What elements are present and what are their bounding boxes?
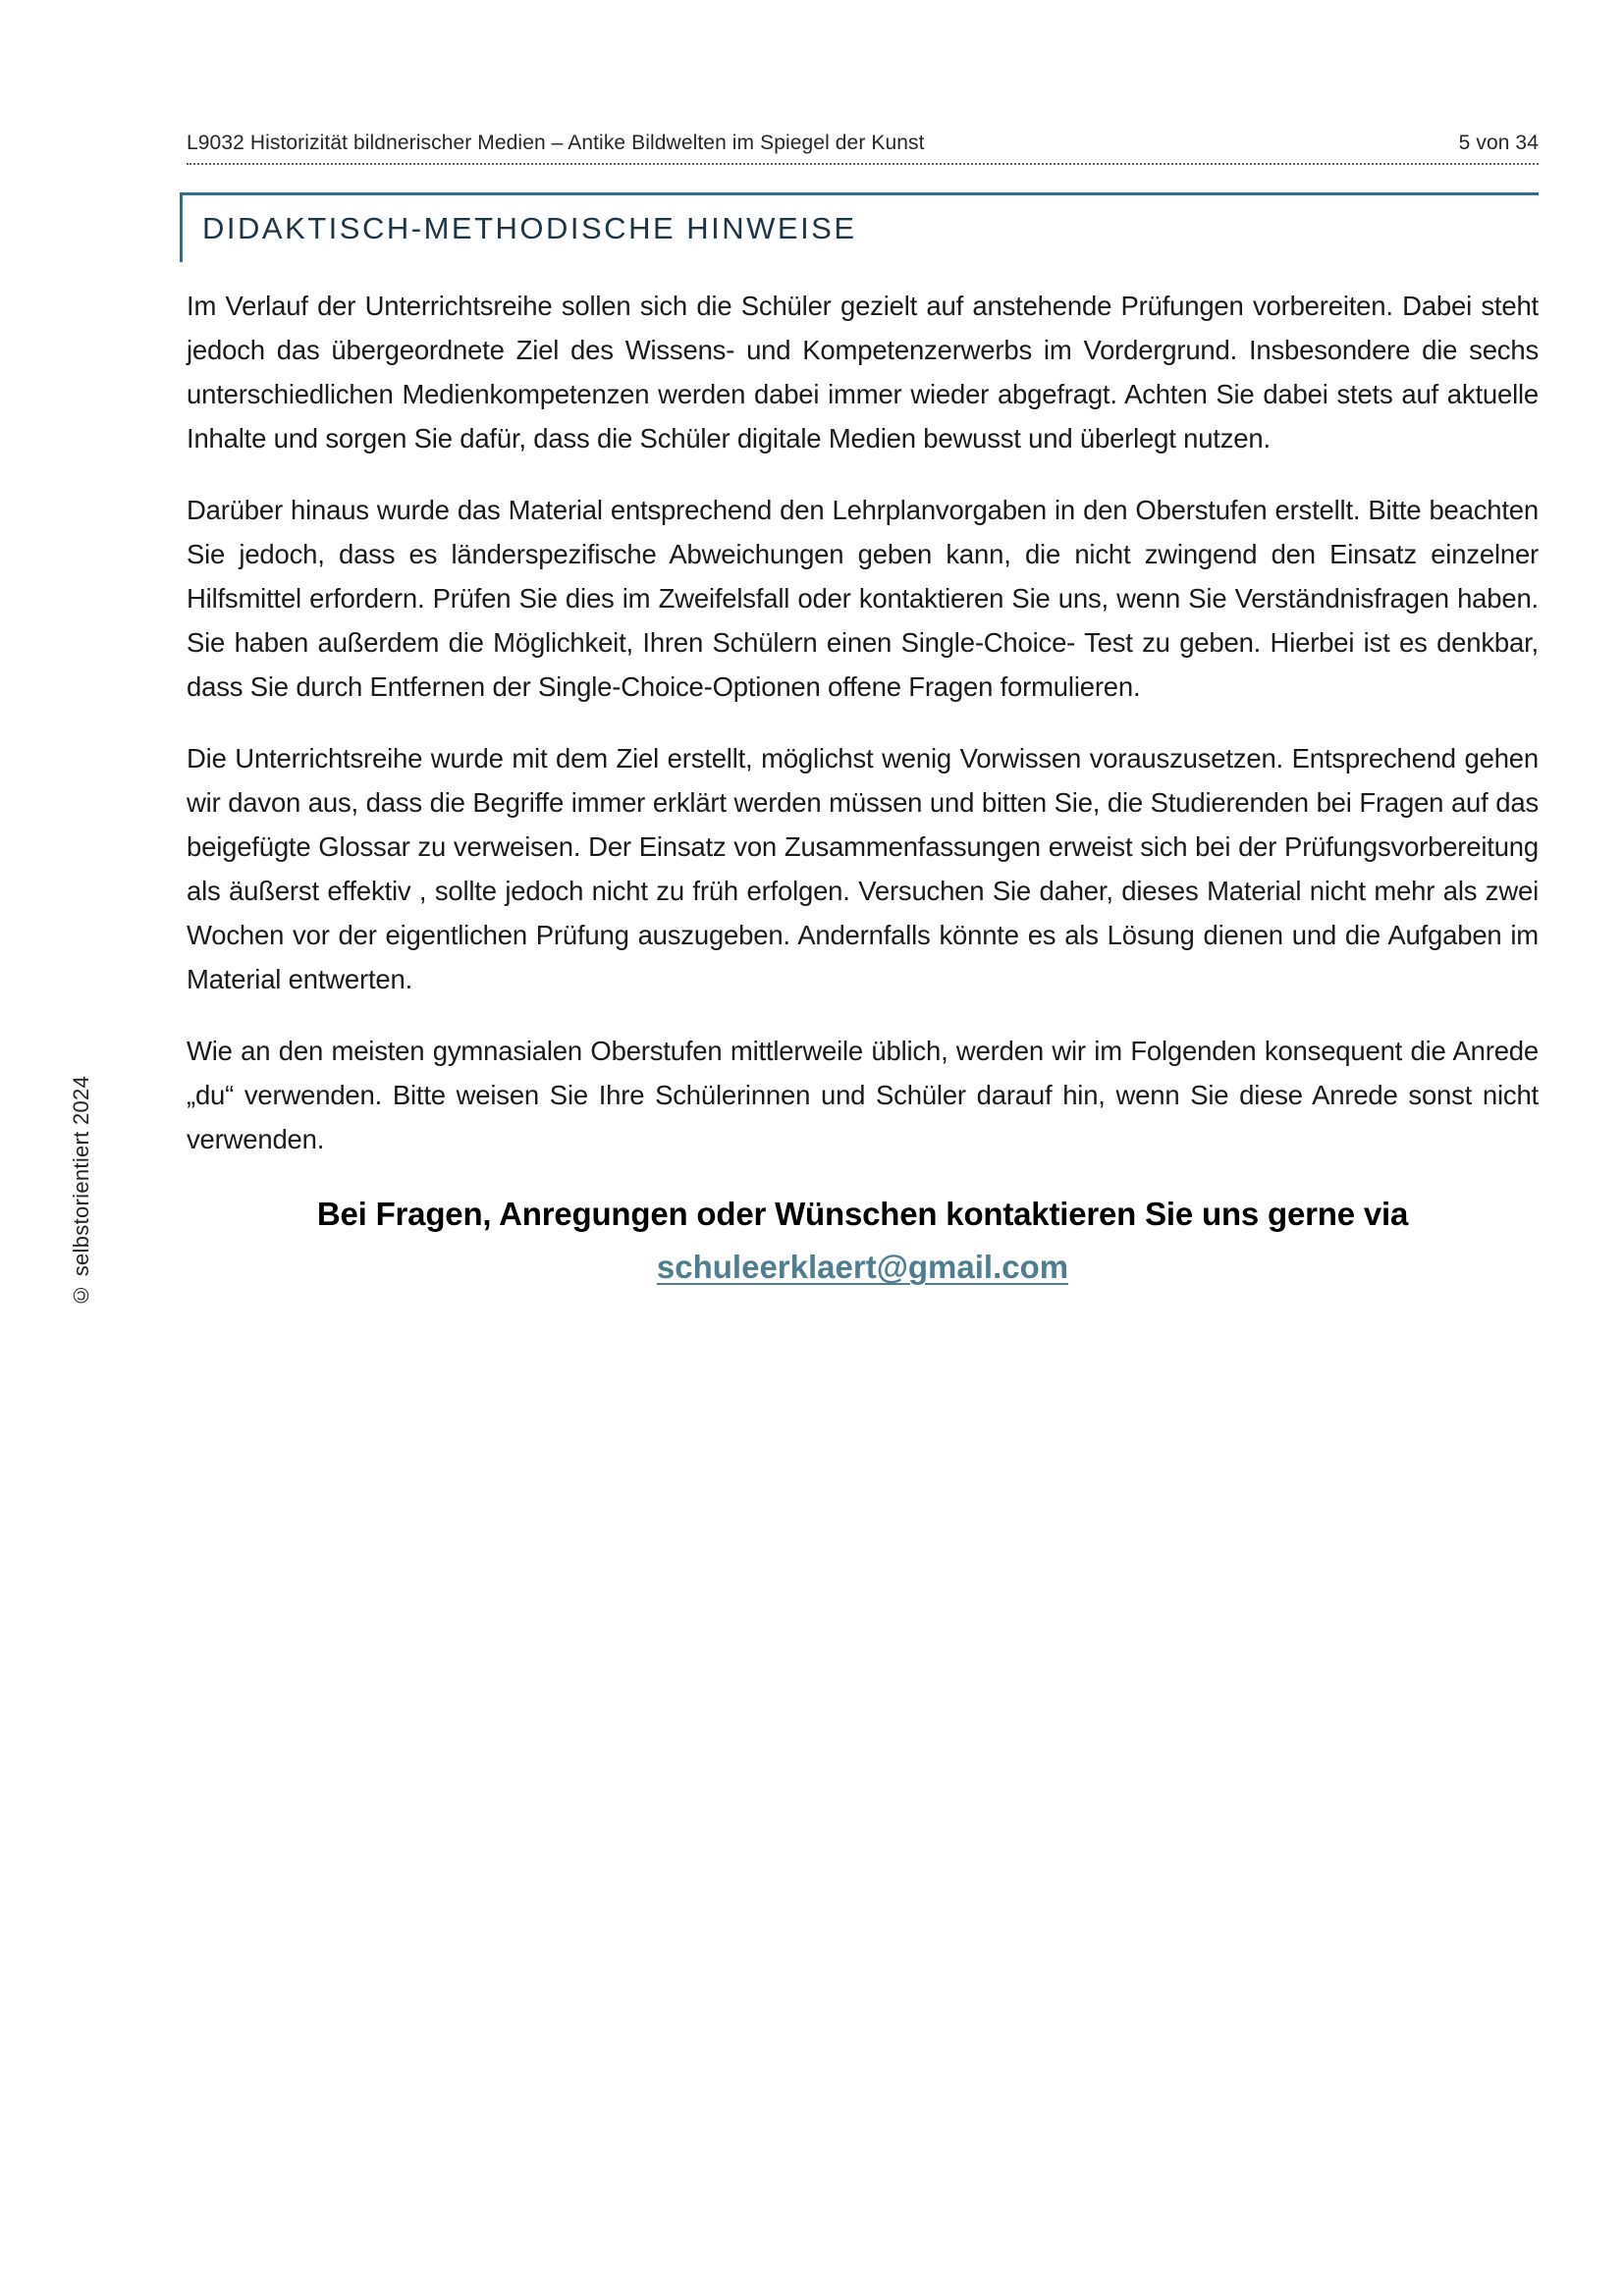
content-column	[187, 192, 1539, 1300]
page-header	[187, 132, 1539, 165]
paragraph-form-of-address: Wie an den meisten gymnasialen Oberstufen mittlerweile üblich, werden wir im Folgenden konsequent die Anrede „du“ verwenden. Bitte weisen Sie Ihre Schülerinnen und Schüler darauf hin, wenn Sie diese Anrede sonst nicht verwenden.	[187, 1036, 1539, 1154]
section-heading: DIDAKTISCH-METHODISCHE HINWEISE	[202, 211, 857, 245]
paragraph-exam-preparation: Im Verlauf der Unterrichtsreihe sollen sich die Schüler gezielt auf anstehende Prüfungen vorbereiten. Dabei steht jedoch das übergeordnete Ziel des Wissens- und Kompetenzerwerbs im Vordergrund. Insbesondere die sechs unterschiedlichen Medienkompetenzen werden dabei immer wieder abgefragt. Achten Sie dabei stets auf aktuelle Inhalte und sorgen Sie dafür, dass die Schüler digitale Medien bewusst und überlegt nutzen.	[187, 291, 1539, 454]
contact-cta-text: Bei Fragen, Anregungen oder Wünschen kontaktieren Sie uns gerne via	[316, 1196, 1409, 1232]
paragraph-prior-knowledge: Die Unterrichtsreihe wurde mit dem Ziel erstellt, möglichst wenig Vorwissen vorauszusetzen. Entsprechend gehen wir davon aus, dass die Begriffe immer erklärt werden müssen und bitten Sie, die Studierenden bei Fragen auf das beigefügte Glossar zu verweisen. Der Einsatz von Zusammenfassungen erweist sich bei der Prüfungsvorbereitung als äußerst effektiv , sollte jedoch nicht zu früh erfolgen. Versuchen Sie daher, dieses Material nicht mehr als zwei Wochen vor der eigentlichen Prüfung auszugeben. Andernfalls könnte es als Lösung dienen und die Aufgaben im Material entwerten.	[187, 743, 1539, 994]
page-number: 5 von 34	[1458, 132, 1539, 154]
header-title: L9032 Historizität bildnerischer Medien – Antike Bildwelten im Spiegel der Kunst	[187, 132, 925, 154]
contact-email-link[interactable]: schuleerklaert@gmail.com	[656, 1249, 1069, 1285]
copyright-vertical-text: © selbstorientiert 2024	[69, 1075, 93, 1308]
section-heading-box	[180, 192, 1539, 262]
paragraph-curriculum-notes: Darüber hinaus wurde das Material entsprechend den Lehrplanvorgaben in den Oberstufen erstellt. Bitte beachten Sie jedoch, dass es länderspezifische Abweichungen geben kann, die nicht zwingend den Einsatz einzelner Hilfsmittel erfordern. Prüfen Sie dies im Zweifelsfall oder kontaktieren Sie uns, wenn Sie Verständnisfragen haben. Sie haben außerdem die Möglichkeit, Ihren Schülern einen Single-Choice- Test zu geben. Hierbei ist es denkbar, dass Sie durch Entfernen der Single-Choice-Optionen offene Fragen formulieren.	[187, 495, 1539, 702]
contact-email-line	[187, 1242, 1539, 1300]
